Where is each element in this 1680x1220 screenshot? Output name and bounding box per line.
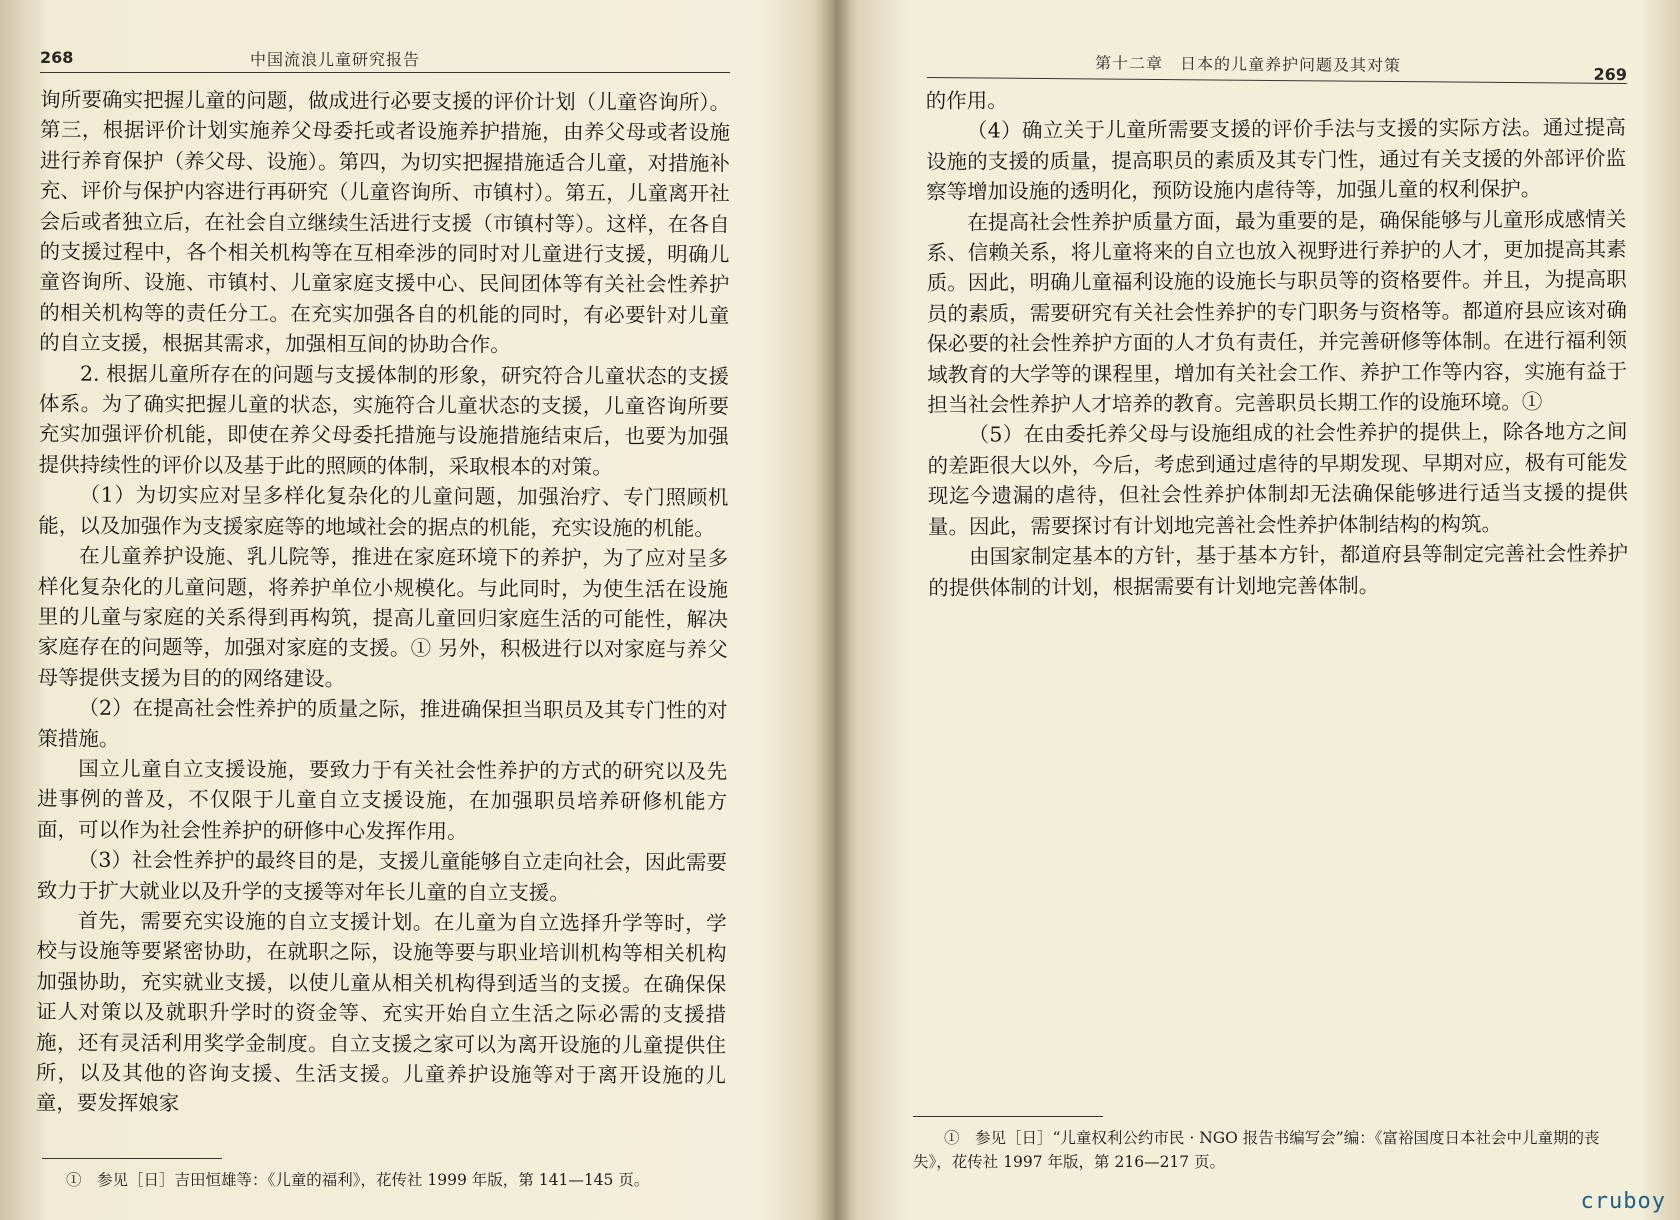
right-page-header <box>927 47 1627 84</box>
left-page <box>0 0 835 1220</box>
paragraph: 由国家制定基本的方针，基于基本方针，都道府县等制定完善社会性养护的提供体制的计划，根据需要有计划地完善体制。 <box>928 541 1629 600</box>
footnote-divider <box>42 1158 222 1159</box>
right-body-text <box>926 82 1629 603</box>
page-number: 268 <box>40 48 74 67</box>
paragraph: 在儿童养护设施、乳儿院等，推进在家庭环境下的养护，为了应对呈多样化复杂化的儿童问题，将养护单位小规模化。与此同时，为使生活在设施里的儿童与家庭的关系得到再构筑，提高儿童回归家庭生活的可能性，解决家庭存在的问题等，加强对家庭的支援。① 另外，积极进行以对家庭与养父母等提供支援为目的的网络建设。 <box>37 543 729 691</box>
footnote: ① 参见［日］吉田恒雄等：《儿童的福利》，花传社 1999 年版，第 141—145 页。 <box>66 1171 650 1189</box>
scanner-watermark: cruboy <box>1580 1189 1666 1214</box>
chapter-title: 第十二章 日本的儿童养护问题及其对策 <box>1094 53 1402 76</box>
paragraph: （4）确立关于儿童所需要支援的评价手法与支援的实际方法。通过提高设施的支援的质量，提高职员的素质及其专门性，通过有关支援的外部评价监察等增加设施的透明化，预防设施内虐待等，加强儿童的权利保护。 <box>925 115 1627 205</box>
paragraph: （5）在由委托养父母与设施组成的社会性养护的提供上，除各地方之间的差距很大以外，今后，考虑到通过虐待的早期发现、早期对应，极有可能发现迄今遗漏的虐待，但社会性养护体制却无法确保能够进行适当支援的提供量。因此，需要探讨有计划地完善社会性养护体制结构的构筑。 <box>927 419 1628 539</box>
paragraph: 国立儿童自立支援设施，要致力于有关社会性养护的方式的研究以及先进事例的普及，不仅限于儿童自立支援设施，在加强职员培养研修机能方面，可以作为社会性养护的研修中心发挥作用。 <box>36 756 728 844</box>
paragraph: （1）为切实应对呈多样化复杂化的儿童问题，加强治疗、专门照顾机能，以及加强作为支援家庭等的地域社会的据点的机能，充实设施的机能。 <box>38 482 729 541</box>
paragraph: 的作用。 <box>925 88 1008 113</box>
running-title: 中国流浪儿童研究报告 <box>250 50 421 69</box>
paragraph: （3）社会性养护的最终目的是，支援儿童能够自立走向社会，因此需要致力于扩大就业以及升学的支援等对年长儿童的自立支援。 <box>36 847 727 905</box>
paragraph: 在提高社会性养护质量方面，最为重要的是，确保能够与儿童形成感情关系、信赖关系，将儿童将来的自立也放入视野进行养护的人才，更加提高其素质。因此，明确儿童福利设施的设施长与职员等的资格要件。并且，为提高职员的素质，需要研究有关社会性养护的专门职务与资格等。都道府县应该对确保必要的社会性养护方面的人才负有责任，并完善研修等体制。在进行福利领域教育的大学等的课程里，增加有关社会工作、养护工作等内容，实施有益于担当社会性养护人才培养的教育。完善职员长期工作的设施环境。① <box>926 206 1628 417</box>
footnote: ① 参见［日］“儿童权利公约市民 · NGO 报告书编写会”编：《富裕国度日本社会中儿童期的丧失》，花传社 1997 年版，第 216—217 页。 <box>913 1129 1600 1171</box>
left-body-text <box>36 84 731 1121</box>
left-page-header <box>40 42 730 73</box>
footnote-divider <box>913 1116 1103 1117</box>
right-page <box>835 0 1680 1220</box>
paragraph: 首先，需要充实设施的自立支援计划。在儿童为自立选择升学等时，学校与设施等要紧密协助，在就职之际，设施等要与职业培训机构等相关机构加强协助，充实就业支援，以使儿童从相关机构得到适当的支援。在确保保证人对策以及就职升学时的资金等、充实开始自立生活之际必需的支援措施，还有灵活利用奖学金制度。自立支援之家可以为离开设施的儿童提供住所，以及其他的咨询支援、生活支援。儿童养护设施等对于离开设施的儿童，要发挥娘家 <box>35 908 727 1116</box>
paragraph: （2）在提高社会性养护的质量之际，推进确保担当职员及其专门性的对策措施。 <box>37 695 728 751</box>
paragraph: 询所要确实把握儿童的问题，做成进行必要支援的评价计划（儿童咨询所）。第三，根据评价计划实施养父母委托或者设施养护措施，由养父母或者设施进行养育保护（养父母、设施）。第四，为切实把握措施适合儿童，对措施补充、评价与保护内容进行再研究（儿童咨询所、市镇村）。第五，儿童离开社会后或者独立后，在社会自立继续生活进行支援（市镇村等）。这样，在各自的支援过程中，各个相关机构等在互相牵涉的同时对儿童进行支援，明确儿童咨询所、设施、市镇村、儿童家庭支援中心、民间团体等有关社会性养护的相关机构等的责任分工。在充实加强各自的机能的同时，有必要针对儿童的自立支援，根据其需求，加强相互间的协助合作。 <box>39 87 731 357</box>
page-number: 269 <box>1593 64 1628 85</box>
paragraph: 2. 根据儿童所存在的问题与支援体制的形象，研究符合儿童状态的支援体系。为了确实把握儿童的状态，实施符合儿童状态的支援，儿童咨询所要充实加强评价机能，即使在养父母委托措施与设施措施结束后，也要为加强提供持续性的评价以及基于此的照顾的体制，采取根本的对策。 <box>38 361 730 479</box>
